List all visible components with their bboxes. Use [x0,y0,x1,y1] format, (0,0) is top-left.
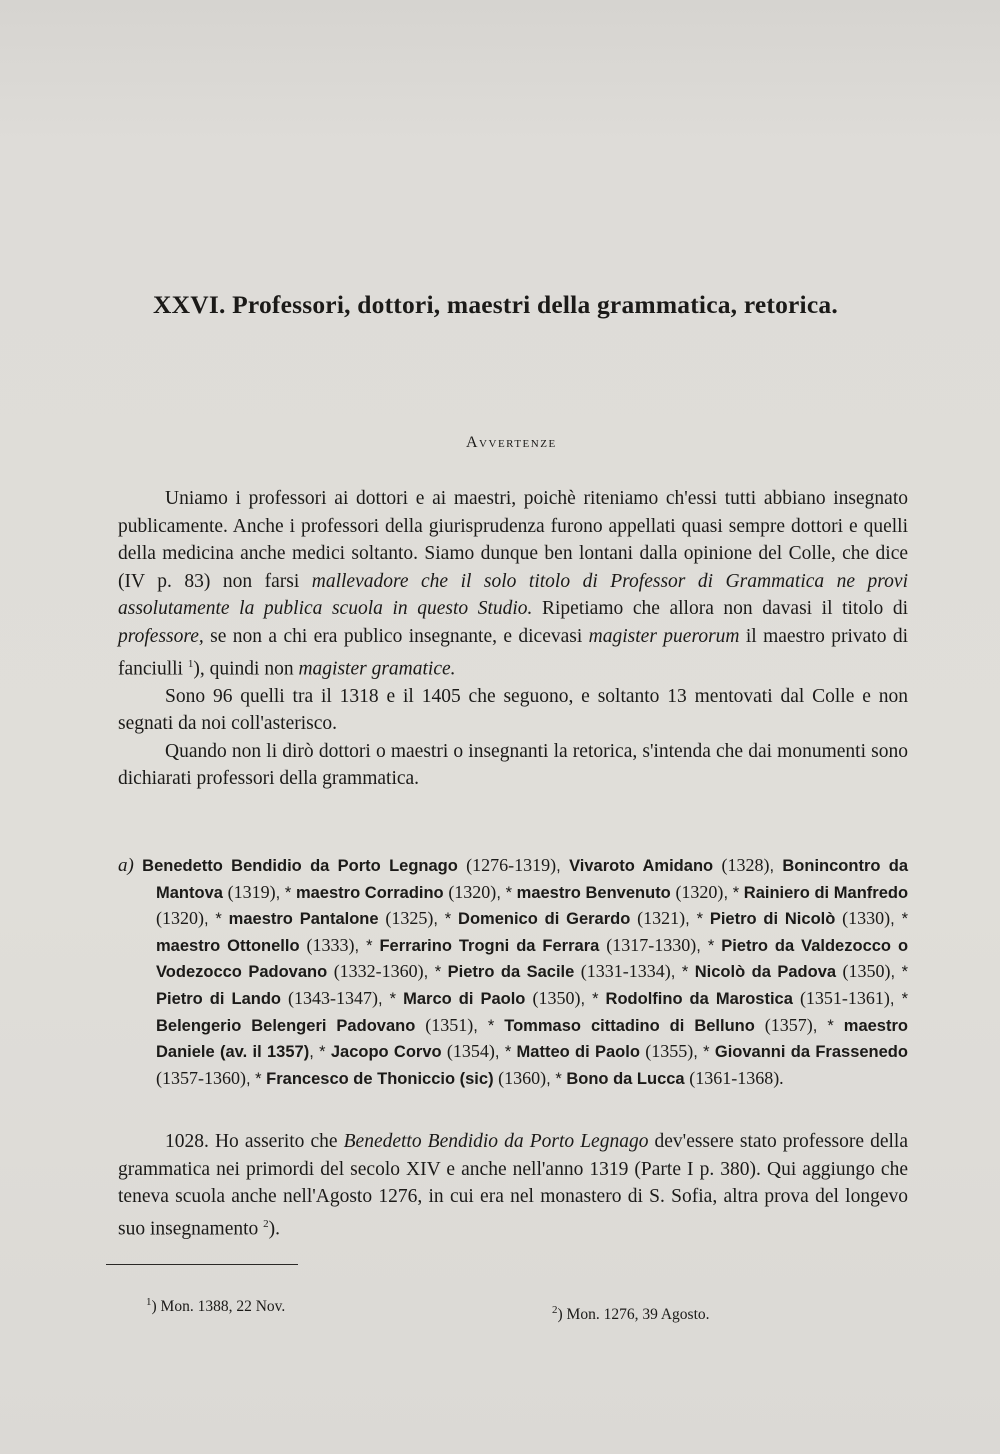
professor-years: (1351-1361) [799,987,890,1008]
list-entry [435,963,671,981]
list-entry [366,934,697,955]
asterisk-mark: * [444,910,452,929]
list-entry [555,1067,784,1088]
body-text: Sono 96 quelli tra il 1318 e il 1405 che seguono, e soltanto 13 mentovati dal Colle e non segnati da noi coll'asterisco. [118,685,908,735]
body-text: 1028. Ho asserito che [165,1131,344,1152]
body-text: ). [268,1218,281,1240]
professor-name: Domenico di Gerardo [458,910,631,929]
professor-name: maestro Corradino [295,883,444,902]
list-entry [215,910,433,928]
professor-years: (1330) [842,908,891,929]
paragraph-1028 [118,1128,908,1243]
list-entry [445,910,685,928]
footnote-divider [106,1264,298,1265]
body-text: ), quindi non [193,658,299,680]
professor-years: (1320) [675,881,724,902]
professor-name: Rodolfino da Marostica [605,989,793,1008]
footnote-ref: 1 [187,657,194,670]
professor-years: (1360) [498,1067,547,1088]
paragraph-3 [118,738,908,793]
list-entry [255,1067,547,1088]
list-entry [319,1043,495,1061]
professor-years: (1350) [842,961,891,982]
italic-text: Benedetto Bendidio da Porto Legnago [343,1131,649,1152]
asterisk-mark: * [555,1069,562,1088]
professor-name: Giovanni da Frassenedo [714,1043,908,1062]
professor-years: (1331-1334) [580,961,671,982]
asterisk-mark: * [732,883,740,902]
asterisk-mark: * [681,963,689,982]
body-text: il maestro privato di fanciulli [118,625,908,680]
asterisk-mark: * [505,883,512,902]
italic-text: magister puerorum [588,625,740,647]
list-entry [487,1014,813,1035]
professor-name: maestro Ottonello [156,936,300,955]
footnote-mark: 2 [552,1304,558,1316]
asterisk-mark: * [434,963,442,982]
professor-years: (1328) [721,855,770,875]
list-entry [697,910,891,928]
professor-years: (1320) [448,881,497,902]
professor-name: Bono da Lucca [566,1069,685,1088]
chapter-title: XXVI. Professori, dottori, maestri della grammatica, retorica. [153,290,838,319]
footnote-ref: 2 [263,1217,269,1230]
footnote-text: ) Mon. 1388, 22 Nov. [151,1298,286,1316]
list-entry [592,987,890,1008]
professor-name: Marco di Paolo [403,989,526,1008]
professor-years: (1317-1330) [606,934,697,955]
asterisk-mark: * [901,963,909,982]
asterisk-mark: * [215,910,222,929]
professor-name: Pietro da Valdezocco o Vodezocco Padovano [156,936,909,982]
professor-name: Jacopo Corvo [330,1043,442,1062]
asterisk-mark: * [487,1016,495,1035]
professor-years: (1321) [637,908,686,929]
professor-name: Pietro di Lando [156,989,281,1008]
professor-years: (1357) [764,1014,813,1035]
professor-name: Belengerio Belengeri Padovano [156,1016,416,1035]
professor-name: Benedetto Bendidio da Porto Legnago [142,857,458,875]
footnote-2 [552,1304,710,1324]
asterisk-mark: * [319,1043,326,1062]
professor-name: Francesco de Thoniccio (sic) [266,1069,494,1088]
paragraph-1 [118,485,908,683]
footnote-1 [146,1296,285,1316]
professor-years: (1320) [156,908,204,929]
asterisk-mark: * [827,1016,834,1035]
professor-name: Pietro da Sacile [447,963,575,982]
footnote-mark: 1 [146,1296,152,1308]
professor-years: (1343-1347) [288,987,379,1008]
paragraph-1028-text [118,1128,908,1243]
asterisk-mark: * [901,989,908,1008]
italic-text: mallevadore che il solo titolo di Professor di Grammatica ne provi assolutamente la publica scuola in questo Studio. [118,570,908,620]
list-entry [142,857,556,875]
list-entry [389,987,581,1008]
professor-years: (1276-1319) [466,855,557,875]
professor-years: (1332-1360) [333,961,424,982]
professor-years: (1357-1360) [156,1067,246,1088]
professor-years: (1319) [227,881,276,902]
professor-years: (1333) [306,934,355,955]
professor-name: maestro Daniele (av. il 1357) [156,1016,908,1062]
professor-name: Bonincontro da Mantova [156,857,909,902]
list-entry [505,1043,693,1061]
asterisk-mark: * [366,936,373,955]
asterisk-mark: * [389,989,397,1008]
asterisk-mark: * [901,910,908,929]
list-label: a) [118,855,134,876]
footnote-text: ) Mon. 1276, 39 Agosto. [557,1306,710,1324]
body-text: Quando non li dirò dottori o maestri o insegnanti la retorica, s'intenda che dai monumenti sono dichiarati professori della grammatica. [118,740,908,790]
list-entry [569,857,769,875]
list-a-entries: a) Benedetto Bendidio da Porto Legnago (1276-1319), Vivaroto Amidano (1328), Bonincontro da Mantova (1319), * maestro Corradino (1320), * maestro Benvenuto (1320), * Rainiero di Manfredo (1320), * maestro Pantalone (1325), * Domenico di Gerardo (1321), * Pietro di Nicolò (1330), * maestro Ottonello (1333), * Ferrarino Trogni da Ferrara (1317-1330), * Pietro da Valdezocco o Vodezocco Padovano (1332-1360), * Pietro da Sacile (1331-1334), * Nicolò da Padova (1350), * Pietro di Lando (1343-1347), * Marco di Paolo (1350), * Rodolfino da Marostica (1351-1361), * Belengerio Belengeri Padovano (1351), * Tommaso cittadino di Belluno (1357), * maestro Daniele (av. il 1357), * Jacopo Corvo (1354), * Matteo di Paolo (1355), * Giovanni da Frassenedo (1357-1360), * Francesco de Thoniccio (sic) (1360), * Bono da Lucca (1361-1368). [118,855,909,1088]
professor-name: Tommaso cittadino di Belluno [504,1016,755,1035]
asterisk-mark: * [707,936,715,955]
asterisk-mark: * [592,989,599,1008]
professor-name: Nicolò da Padova [694,963,837,982]
professor-name: Rainiero di Manfredo [743,883,909,902]
list-entry [284,881,497,902]
professor-name: Matteo di Paolo [516,1043,640,1062]
body-text: se non a chi era publico insegnante, e dicevasi [203,625,589,647]
body-text: Uniamo i professori ai dottori e ai maestri, poichè riteniamo ch'essi tutti abbiano insegnato publicamente. Anche i professori della giurisprudenza furono appellati quasi sempre dottori e quelli della medicina anche medici soltanto. Siamo dunque ben lontani dalla opinione del Colle, che dice (IV p. 83) non farsi [118,488,908,592]
professor-name: maestro Benvenuto [516,883,671,902]
intro-paragraphs [118,485,908,793]
professor-years: (1325) [385,908,434,929]
professor-years: (1350) [532,987,581,1008]
professor-name: Vivaroto Amidano [569,857,714,875]
italic-text: professore, [118,625,204,647]
body-text: dev'essere stato professore della grammatica nei primordi del secolo XIV e anche nell'anno 1319 (Parte I p. 380). Qui aggiungo che teneva scuola anche nell'Agosto 1276, in cui era nel monastero di S. Sofia, altra prova del longevo suo insegnamento [118,1131,908,1240]
professor-years: (1354) [446,1041,495,1062]
professor-name: maestro Pantalone [228,910,379,929]
section-subheading: Avvertenze [466,434,557,451]
professor-list-a [118,853,908,1092]
paragraph-2 [118,683,908,738]
professor-years: (1355) [645,1041,694,1062]
asterisk-mark: * [284,883,292,902]
professor-years: (1361-1368). [689,1067,784,1088]
professor-name: Ferrarino Trogni da Ferrara [379,936,600,955]
professor-name: Pietro di Nicolò [709,910,836,929]
list-entry [682,963,891,981]
italic-text: magister gramatice. [298,658,456,680]
asterisk-mark: * [703,1043,710,1062]
professor-years: (1351) [425,1014,474,1035]
asterisk-mark: * [696,910,703,929]
body-text: Ripetiamo che allora non davasi il titolo di [532,598,908,620]
asterisk-mark: * [504,1043,512,1062]
asterisk-mark: * [255,1069,262,1088]
list-entry [505,881,724,902]
